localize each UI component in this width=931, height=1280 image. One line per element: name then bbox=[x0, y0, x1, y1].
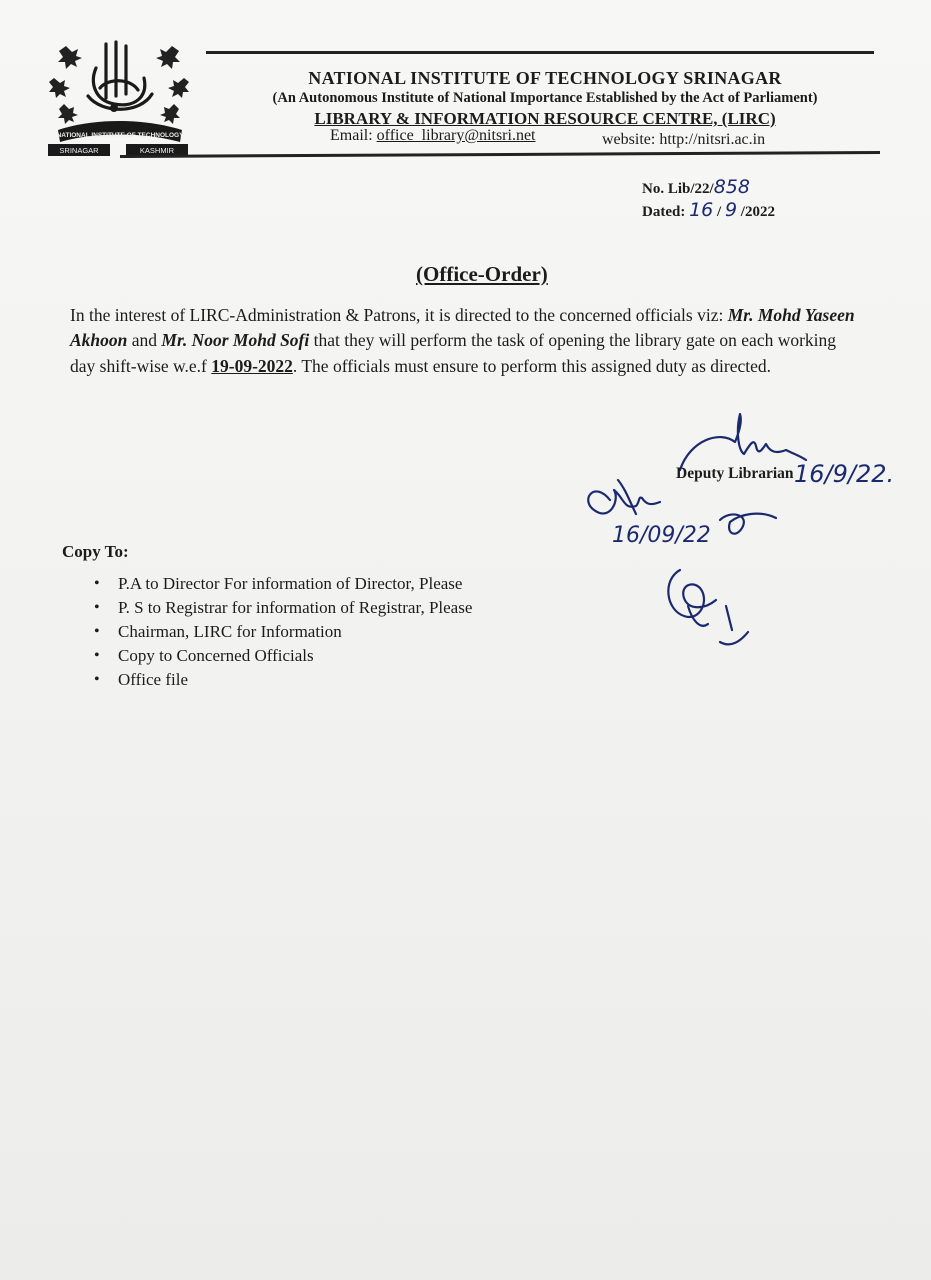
reference-date bbox=[642, 199, 775, 221]
dated-month: 9 bbox=[724, 199, 738, 221]
website-block bbox=[602, 131, 765, 149]
official-name-1: Mr. Mohd Yaseen bbox=[727, 305, 855, 325]
body-text: and bbox=[131, 330, 158, 350]
nit-srinagar-emblem-icon bbox=[44, 38, 194, 160]
body-text: . The officials must ensure to perform this assigned duty as directed. bbox=[292, 356, 771, 376]
list-item: • P. S to Registrar for information of Registrar, Please bbox=[92, 596, 472, 620]
logo-left-tag: SRINAGAR bbox=[59, 146, 99, 155]
dated-day: 16 bbox=[689, 199, 714, 221]
body-line-3 bbox=[70, 356, 771, 377]
header-rule-bottom bbox=[120, 151, 880, 158]
list-item: • P.A to Director For information of Director, Please bbox=[92, 572, 472, 596]
institute-name: NATIONAL INSTITUTE OF TECHNOLOGY SRINAGAR bbox=[308, 68, 782, 88]
signatory-designation: Deputy Librarian bbox=[676, 465, 794, 482]
body-text: that they will perform the task of opening the library gate on each working bbox=[313, 330, 837, 350]
handwritten-date-1: 16/9/22. bbox=[794, 460, 895, 488]
official-name-1-cont: Akhoon bbox=[70, 330, 128, 350]
reference-number bbox=[642, 176, 750, 198]
body-text: day shift-wise w.e.f bbox=[70, 356, 207, 376]
list-item: • Chairman, LIRC for Information bbox=[92, 620, 472, 644]
body-line-2 bbox=[70, 330, 836, 351]
dated-year: /2022 bbox=[740, 204, 775, 220]
body-text: In the interest of LIRC-Administration & Patrons, it is directed to the concerned officials viz: bbox=[70, 305, 724, 325]
website-label: website: bbox=[602, 131, 656, 148]
email-label: Email: bbox=[330, 127, 373, 144]
website-link[interactable]: http://nitsri.ac.in bbox=[659, 131, 766, 148]
document-title: (Office-Order) bbox=[416, 262, 548, 286]
dated-label: Dated: bbox=[642, 204, 686, 220]
official-name-2: Mr. Noor Mohd Sofi bbox=[161, 330, 310, 350]
effective-date: 19-09-2022 bbox=[211, 356, 293, 376]
reference-number-handwritten: 858 bbox=[713, 176, 750, 198]
reference-number-label: No. Lib/22/ bbox=[642, 181, 714, 197]
list-item: • Office file bbox=[92, 668, 472, 692]
logo-ribbon-text: NATIONAL INSTITUTE OF TECHNOLOGY bbox=[56, 132, 184, 139]
list-item: • Copy to Concerned Officials bbox=[92, 644, 472, 668]
handwritten-signatures bbox=[580, 410, 925, 670]
logo-right-tag: KASHMIR bbox=[139, 146, 175, 155]
copy-to-heading: Copy To: bbox=[62, 542, 129, 561]
copy-to-list bbox=[92, 572, 472, 692]
dated-sep: / bbox=[717, 204, 722, 220]
header-rule-top bbox=[206, 51, 874, 54]
department-name: LIBRARY & INFORMATION RESOURCE CENTRE, (LIRC) bbox=[314, 109, 776, 128]
institute-subtitle: (An Autonomous Institute of National Importance Established by the Act of Parliament) bbox=[272, 90, 818, 106]
email-link[interactable]: office_library@nitsri.net bbox=[376, 127, 536, 144]
body-line-1 bbox=[70, 305, 855, 326]
handwritten-date-2: 16/09/22 bbox=[612, 523, 711, 548]
contact-line bbox=[330, 127, 766, 148]
